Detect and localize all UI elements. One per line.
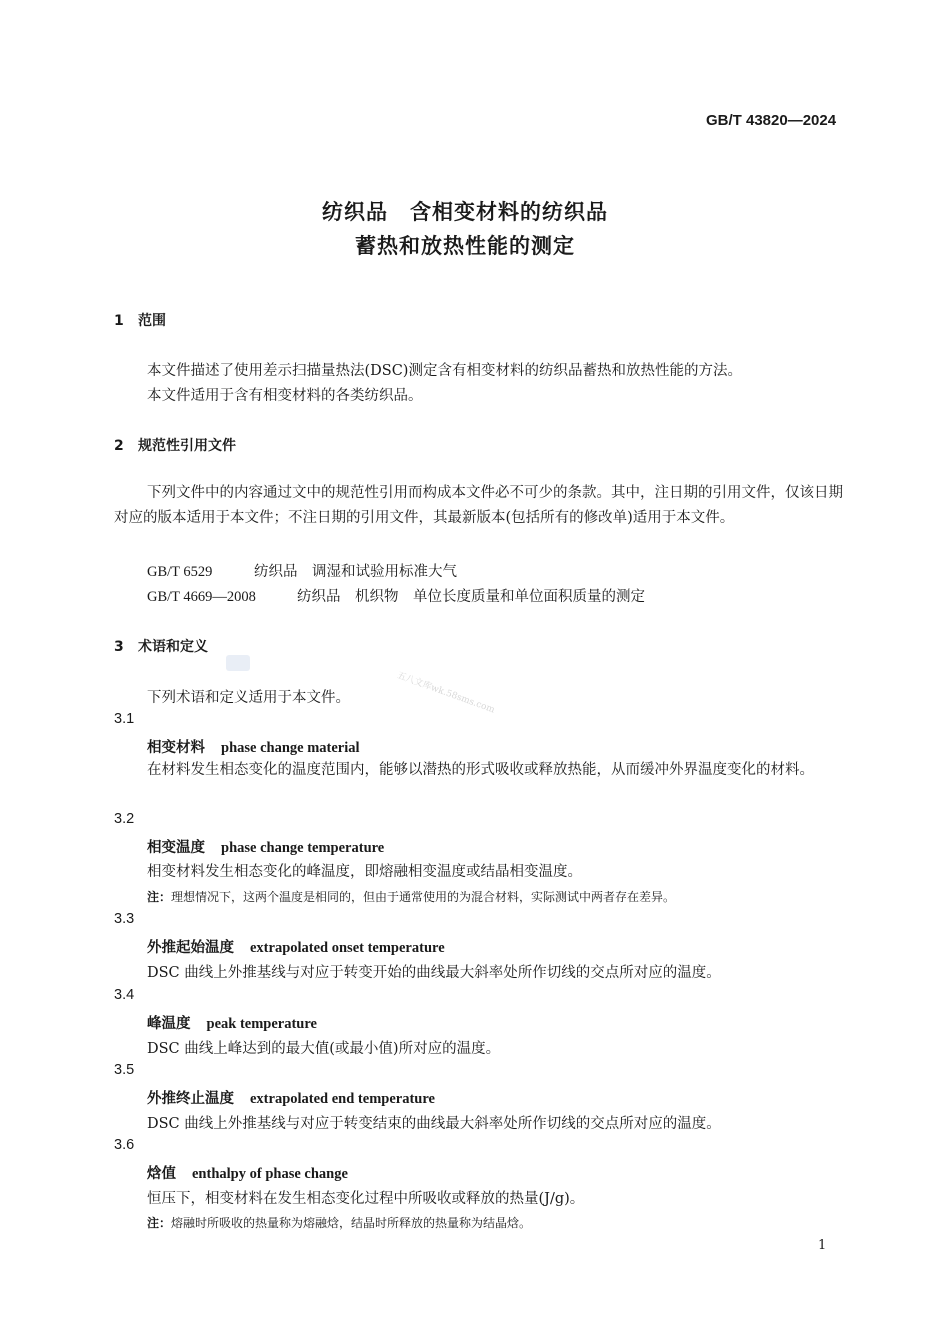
term-entry: [147, 1162, 348, 1183]
note: [147, 888, 675, 905]
clause-number: 3.1: [114, 711, 135, 727]
section-title: 范围: [138, 313, 166, 329]
reference-code: GB/T 4669—2008: [147, 589, 256, 605]
section-number: 1: [114, 313, 124, 329]
note-label: 注：: [147, 890, 172, 904]
section-1-heading: [114, 310, 166, 330]
document-title-line1: 纺织品 含相变材料的纺织品: [322, 200, 608, 224]
term-english: extrapolated end temperature: [250, 1091, 435, 1107]
term-definition: DSC 曲线上外推基线与对应于转变结束的曲线最大斜率处所作切线的交点所对应的温度。: [147, 1116, 721, 1132]
term-definition: 在材料发生相态变化的温度范围内，能够以潜热的形式吸收或释放热能，从而缓冲外界温度变化的材料。: [147, 762, 814, 778]
note-text: 理想情况下，这两个温度是相同的，但由于通常使用的为混合材料，实际测试中两者存在差异。: [171, 890, 676, 904]
clause-number: 3.4: [114, 987, 135, 1003]
note-label: 注：: [147, 1216, 172, 1230]
term-english: peak temperature: [206, 1016, 317, 1032]
watermark-logo: [226, 655, 250, 671]
section-number: 3: [114, 639, 124, 655]
page-number: 1: [818, 1238, 827, 1253]
section-title: 规范性引用文件: [138, 438, 236, 454]
term-definition: 相变材料发生相态变化的峰温度，即熔融相变温度或结晶相变温度。: [147, 864, 582, 880]
watermark-text: 五八文库wk.58sms.com: [395, 670, 496, 716]
normative-reference: [147, 560, 457, 581]
paragraph: 下列文件中的内容通过文中的规范性引用而构成本文件必不可少的条款。其中，注日期的引用文件，仅该日期对应的版本适用于本文件；不注日期的引用文件，其最新版本(包括所有的修改单)适用于本文件。: [114, 485, 843, 526]
clause-number: 3.2: [114, 811, 135, 827]
term-definition: 恒压下，相变材料在发生相态变化过程中所吸收或释放的热量(J/g)。: [147, 1191, 585, 1207]
term-definition: DSC 曲线上外推基线与对应于转变开始的曲线最大斜率处所作切线的交点所对应的温度。: [147, 965, 721, 981]
document-title-line2: 蓄热和放热性能的测定: [355, 234, 575, 258]
section-3-heading: [114, 636, 208, 656]
clause-number: 3.5: [114, 1062, 135, 1078]
paragraph: 下列术语和定义适用于本文件。: [147, 690, 350, 706]
normative-reference: [147, 585, 645, 606]
term-english: phase change material: [221, 740, 360, 756]
term-chinese: 外推起始温度: [147, 940, 234, 956]
term-definition: DSC 曲线上峰达到的最大值(或最小值)所对应的温度。: [147, 1041, 501, 1057]
reference-code: GB/T 6529: [147, 564, 213, 580]
term-english: extrapolated onset temperature: [250, 940, 445, 956]
term-chinese: 相变温度: [147, 840, 205, 856]
term-chinese: 峰温度: [147, 1016, 191, 1032]
term-entry: [147, 836, 384, 857]
clause-number: 3.6: [114, 1137, 135, 1153]
term-chinese: 外推终止温度: [147, 1091, 234, 1107]
term-chinese: 焓值: [147, 1166, 176, 1182]
term-entry: [147, 1087, 435, 1108]
paragraph: 本文件描述了使用差示扫描量热法(DSC)测定含有相变材料的纺织品蓄热和放热性能的方法。: [147, 363, 742, 379]
term-english: enthalpy of phase change: [192, 1166, 348, 1182]
note-text: 熔融时所吸收的热量称为熔融焓，结晶时所释放的热量称为结晶焓。: [171, 1216, 532, 1230]
term-english: phase change temperature: [221, 840, 385, 856]
paragraph: 本文件适用于含有相变材料的各类纺织品。: [147, 388, 423, 404]
section-2-heading: [114, 435, 236, 455]
reference-title: 纺织品 调湿和试验用标准大气: [254, 564, 457, 580]
clause-number: 3.3: [114, 911, 135, 927]
standard-number: GB/T 43820—2024: [706, 112, 837, 129]
reference-title: 纺织品 机织物 单位长度质量和单位面积质量的测定: [297, 589, 645, 605]
term-entry: [147, 736, 360, 757]
section-title: 术语和定义: [138, 639, 208, 655]
note: [147, 1214, 531, 1231]
term-entry: [147, 1012, 317, 1033]
term-chinese: 相变材料: [147, 740, 205, 756]
term-entry: [147, 936, 445, 957]
section-number: 2: [114, 438, 124, 454]
